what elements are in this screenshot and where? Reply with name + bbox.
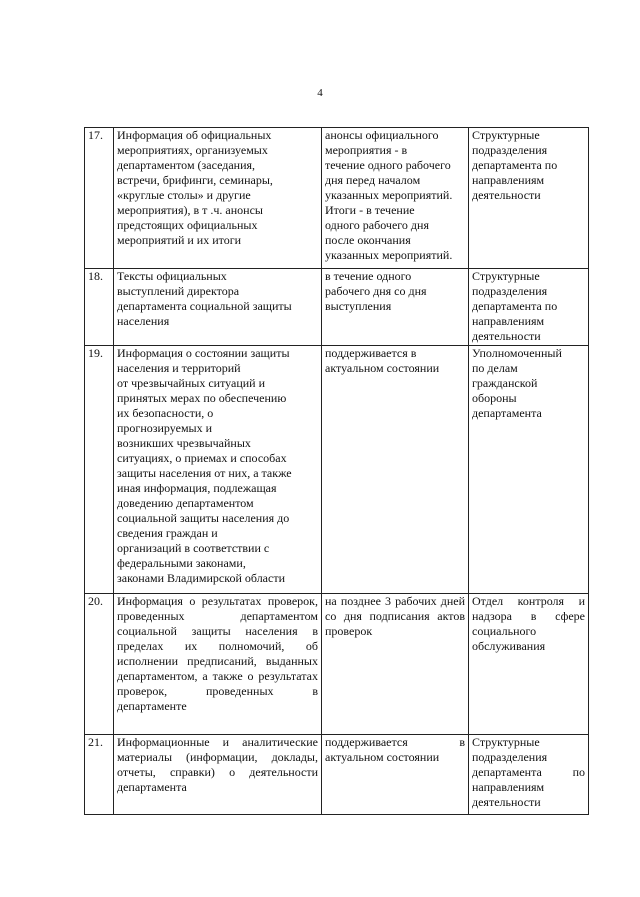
responsible-cell: Структурные подразделения департамента по направлениям деятельности xyxy=(469,269,589,346)
table-row xyxy=(85,128,589,269)
row-number: 19. xyxy=(85,346,114,594)
row-number: 17. xyxy=(85,128,114,269)
info-cell: Тексты официальных выступлений директора департамента социальной защиты населения xyxy=(114,269,322,346)
term-cell: поддерживается в актуальном состоянии xyxy=(322,346,469,594)
table-row xyxy=(85,735,589,815)
table-row xyxy=(85,346,589,594)
row-number: 21. xyxy=(85,735,114,815)
term-cell: анонсы официального мероприятия - в течение одного рабочего дня перед началом указанных мероприятий. Итоги - в течение одного рабочего дня после окончания указанных мероприятий. xyxy=(322,128,469,269)
responsible-cell: Структурные подразделения департамента по направлениям деятельности xyxy=(469,128,589,269)
info-cell: Информация о состоянии защиты населения и территорий от чрезвычайных ситуаций и принятых мерах по обеспечению их безопасности, о прогнозируемых и возникших чрезвычайных ситуациях, о приемах и способах защиты населения от них, а также иная информация, подлежащая доведению департаментом социальной защиты населения до сведения граждан и организаций в соответствии с федеральными законами, законами Владимирской области xyxy=(114,346,322,594)
row-number: 18. xyxy=(85,269,114,346)
responsible-cell: Уполномоченный по делам гражданской обороны департамента xyxy=(469,346,589,594)
info-cell: Информация об официальных мероприятиях, организуемых департаментом (заседания, встречи, брифинги, семинары, «круглые столы» и другие мероприятия), в т .ч. анонсы предстоящих официальных мероприятий и их итоги xyxy=(114,128,322,269)
table-row xyxy=(85,594,589,735)
responsible-cell: Отдел контроля и надзора в сфере социального обслуживания xyxy=(469,594,589,735)
row-number: 20. xyxy=(85,594,114,735)
term-cell: в течение одного рабочего дня со дня выступления xyxy=(322,269,469,346)
info-cell: Информация о результатах проверок, проведенных департаментом социальной защиты населения в пределах их полномочий, об исполнении предписаний, выданных департаментом, а также о результатах проверок, проведенных в департаменте xyxy=(114,594,322,735)
term-cell: поддерживается в актуальном состоянии xyxy=(322,735,469,815)
page-number: 4 xyxy=(317,87,323,99)
table-row xyxy=(85,269,589,346)
term-cell: на позднее 3 рабочих дней со дня подписания актов проверок xyxy=(322,594,469,735)
responsible-cell: Структурные подразделения департамента по направлениям деятельности xyxy=(469,735,589,815)
info-table xyxy=(84,127,589,815)
info-cell: Информационные и аналитические материалы (информации, доклады, отчеты, справки) о деятельности департамента xyxy=(114,735,322,815)
